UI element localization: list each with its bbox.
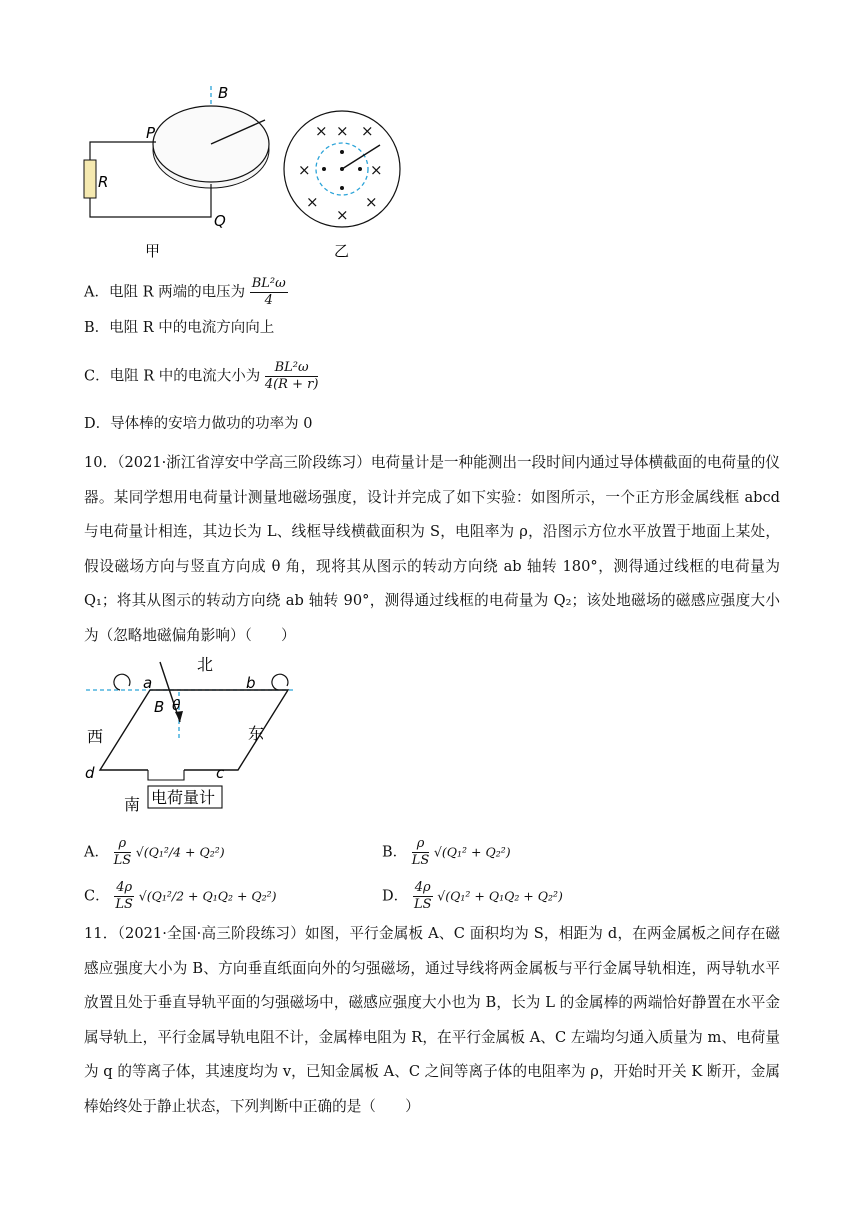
svg-text:×: × [361, 122, 374, 140]
q10-option-C: C． $\frac{4\rho}{LS}$ √(Q₁²/2 + Q₁Q₂ + Q₂²) [84, 880, 277, 912]
caption-yi: 乙 [334, 242, 350, 260]
svg-text:×: × [306, 193, 319, 211]
question-10-text: 10．（2021·浙江省淳安中学高三阶段练习）电荷量计是一种能测出一段时间内通过导体横截面的电荷量的仪器。某同学想用电荷量计测量地磁场强度，设计并完成了如下实验：如图所示，一个正方形金属线框 abcd 与电荷量计相连，其边长为 L、线框导线横截面积为 S，电阻率为 ρ，沿图示方位水平放置于地面上某处，假设磁场方向与竖直方向成 θ 角，现将其从图示的转动方向绕 ab 轴转 180°，测得通过线框的电荷量为 Q₁；将其从图示的转动方向绕 ab 轴转 90°，测得通过线框的电荷量为 Q₂；该处地磁场的磁感应强度大小为（忽略地磁偏角影响）（ ） [84, 454, 780, 644]
cross-marks [298, 122, 383, 224]
label-east: 东 [248, 724, 265, 743]
label-d: d [85, 764, 95, 782]
svg-text:×: × [370, 161, 383, 179]
caption-jia: 甲 [145, 242, 161, 260]
svg-text:×: × [336, 206, 349, 224]
fraction: $\frac{\text{BL²ω}}{4(R + r)}$ [264, 360, 319, 392]
q9-option-A: A．电阻 R 两端的电压为 $\frac{\text{BL²ω}}{4}$ [84, 276, 286, 308]
label-a: a [143, 674, 153, 692]
svg-text:×: × [365, 193, 378, 211]
label-P: P [146, 124, 156, 142]
question-11-text: 11．（2021·全国·高三阶段练习）如图，平行金属板 A、C 面积均为 S，相距为 d，在两金属板之间存在磁感应强度大小为 B、方向垂直纸面向外的匀强磁场，通过导线将两金属板与平行金属导轨相连，两导轨水平放置且处于垂直导轨平面的匀强磁场中，磁感应强度大小也为 B，长为 L 的金属棒的两端恰好静置在水平金属导轨上，平行金属导轨电阻不计，金属棒电阻为 R，在平行金属板 A、C 左端均匀通入质量为 m、电荷量为 q 的等离子体，其速度均为 v，已知金属板 A、C 之间等离子体的电阻率为 ρ，开始时开关 K 断开，金属棒始终处于静止状态，下列判断中正确的是（ ） [84, 925, 780, 1115]
label-c: c [216, 764, 225, 782]
label-b: b [246, 674, 256, 692]
label-Q: Q [214, 212, 226, 230]
figure-disk-generator [70, 80, 420, 265]
q10-option-D: D． $\frac{4\rho}{LS}$ √(Q₁² + Q₁Q₂ + Q₂²) [382, 880, 563, 912]
label-theta: θ [172, 698, 181, 714]
q9-option-C: C．电阻 R 中的电流大小为 $\frac{\text{BL²ω}}{4(R + r)}$ [84, 360, 319, 392]
label-west: 西 [87, 727, 104, 746]
svg-text:×: × [298, 161, 311, 179]
label-south: 南 [124, 795, 141, 814]
q10-option-A: A． $\frac{\rho}{LS}$ √(Q₁²/4 + Q₂²) [84, 836, 225, 868]
svg-text:×: × [315, 122, 328, 140]
fraction: $\frac{\text{BL²ω}}{4}$ [251, 276, 286, 308]
label-north: 北 [197, 655, 214, 674]
label-R: R [98, 173, 109, 191]
label-B: B [218, 84, 229, 102]
q9-option-B: B．电阻 R 中的电流方向向上 [84, 320, 275, 336]
figure-coil-magnetometer [80, 650, 300, 815]
svg-text:×: × [336, 122, 349, 140]
charge-meter-label: 电荷量计 [151, 788, 216, 807]
q10-option-B: B． $\frac{\rho}{LS}$ √(Q₁² + Q₂²) [382, 836, 511, 868]
label-B-field: B [154, 698, 165, 716]
q9-option-D: D．导体棒的安培力做功的功率为 0 [84, 416, 313, 432]
